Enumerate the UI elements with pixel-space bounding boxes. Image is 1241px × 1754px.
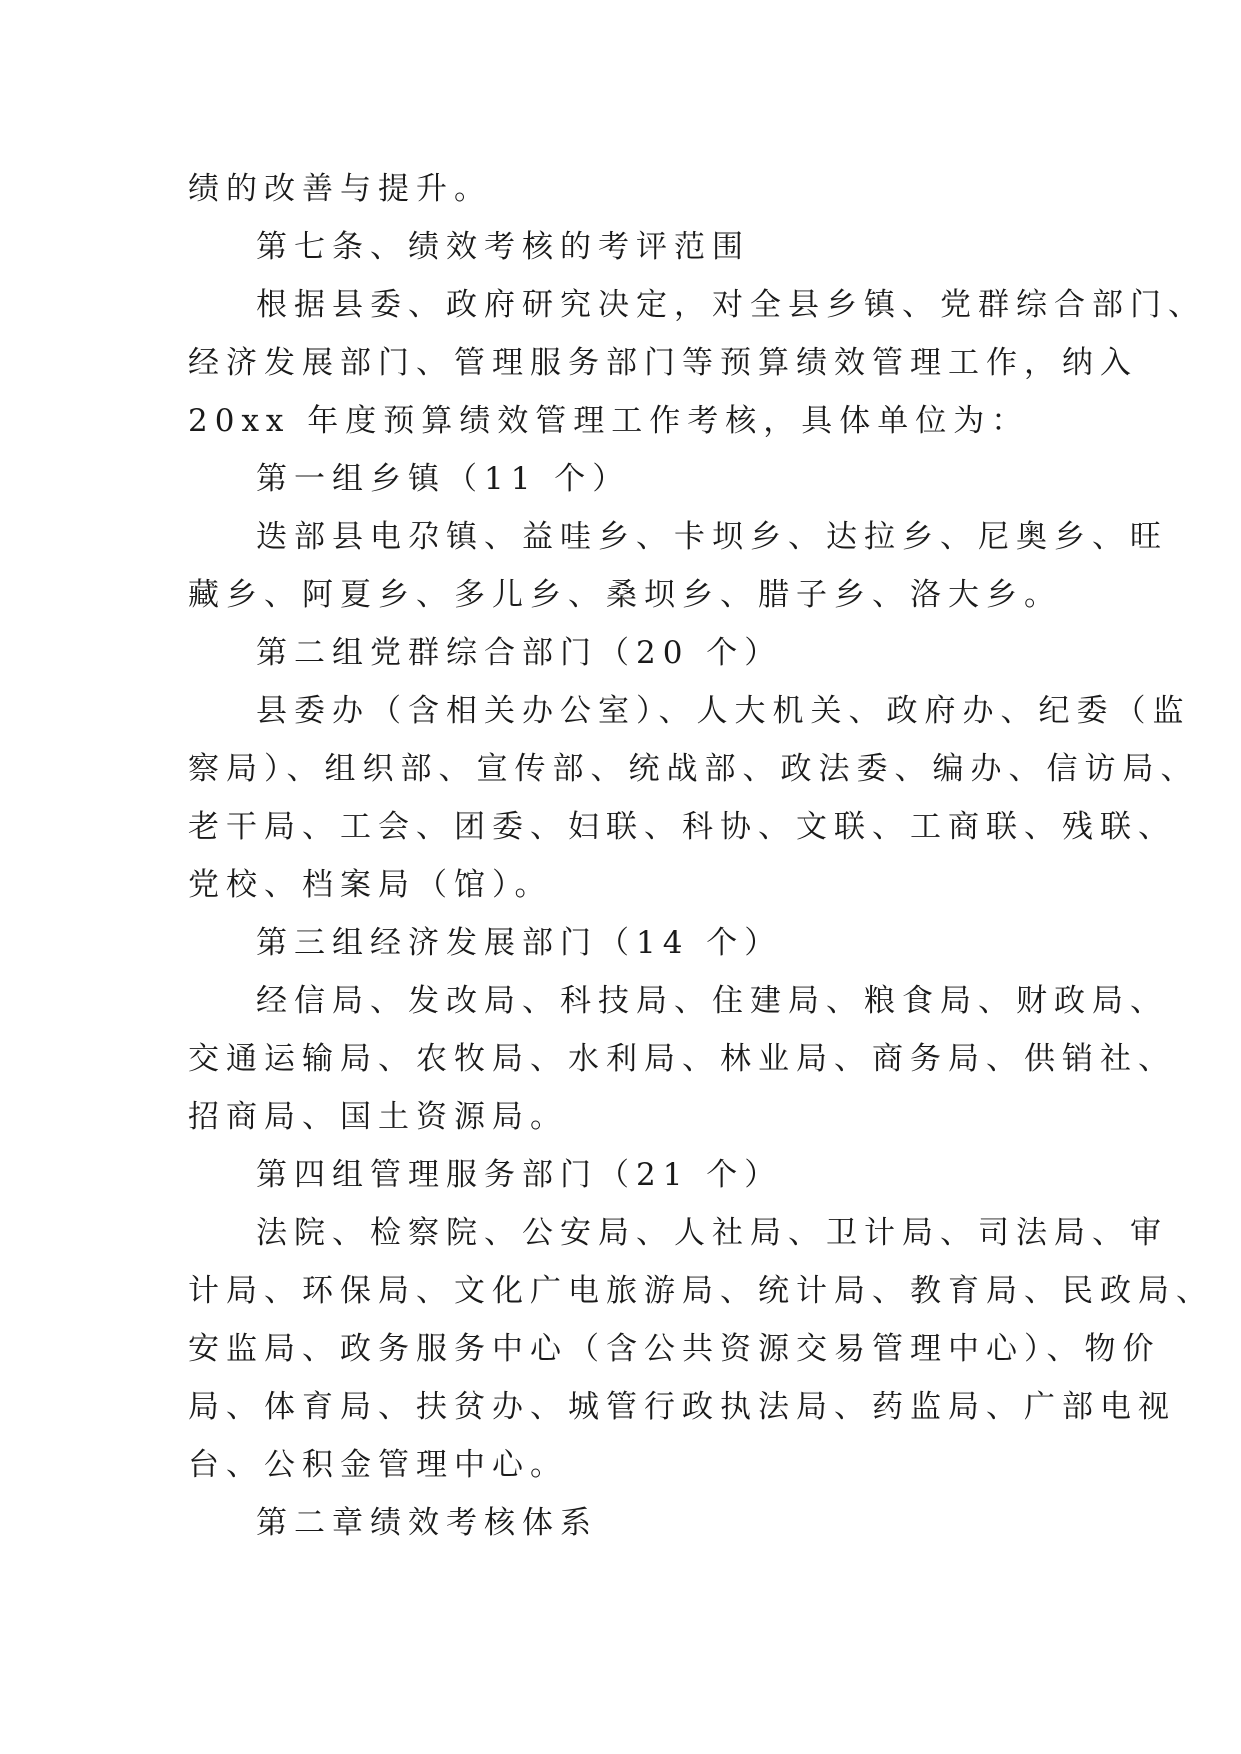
paragraph-line: 察局）、组织部、宣传部、统战部、政法委、编办、信访局、 <box>188 751 1199 787</box>
paragraph-line: 县委办（含相关办公室）、人大机关、政府办、纪委（监 <box>256 693 1191 729</box>
paragraph-line: 交通运输局、农牧局、水利局、林业局、商务局、供销社、 <box>188 1041 1176 1077</box>
group-heading: 第三组经济发展部门（14 个） <box>256 925 783 961</box>
chapter-heading: 第二章绩效考核体系 <box>256 1505 598 1541</box>
group-heading: 第一组乡镇（11 个） <box>256 461 631 497</box>
group-heading: 第四组管理服务部门（21 个） <box>256 1157 783 1193</box>
document-body <box>188 160 1214 1552</box>
paragraph-line: 20xx 年度预算绩效管理工作考核，具体单位为： <box>188 403 1030 439</box>
paragraph-line: 台、公积金管理中心。 <box>188 1447 568 1483</box>
section-heading: 第七条、绩效考核的考评范围 <box>256 229 750 265</box>
paragraph-line: 法院、检察院、公安局、人社局、卫计局、司法局、审 <box>256 1215 1168 1251</box>
paragraph-line: 经信局、发改局、科技局、住建局、粮食局、财政局、 <box>256 983 1168 1019</box>
paragraph-line: 计局、环保局、文化广电旅游局、统计局、教育局、民政局、 <box>188 1273 1214 1309</box>
paragraph-line: 老干局、工会、团委、妇联、科协、文联、工商联、残联、 <box>188 809 1176 845</box>
group-heading: 第二组党群综合部门（20 个） <box>256 635 783 671</box>
paragraph-line: 迭部县电尕镇、益哇乡、卡坝乡、达拉乡、尼奥乡、旺 <box>256 519 1168 555</box>
paragraph-line: 根据县委、政府研究决定，对全县乡镇、党群综合部门、 <box>256 287 1206 323</box>
paragraph-line: 局、体育局、扶贫办、城管行政执法局、药监局、广部电视 <box>188 1389 1176 1425</box>
paragraph-line: 招商局、国土资源局。 <box>188 1099 568 1135</box>
paragraph-line: 党校、档案局（馆）。 <box>188 867 553 903</box>
paragraph-line: 安监局、政务服务中心（含公共资源交易管理中心）、物价 <box>188 1331 1161 1367</box>
paragraph-line: 藏乡、阿夏乡、多儿乡、桑坝乡、腊子乡、洛大乡。 <box>188 577 1062 613</box>
paragraph-line: 绩的改善与提升。 <box>188 171 492 207</box>
paragraph-line: 经济发展部门、管理服务部门等预算绩效管理工作，纳入 <box>188 345 1138 381</box>
